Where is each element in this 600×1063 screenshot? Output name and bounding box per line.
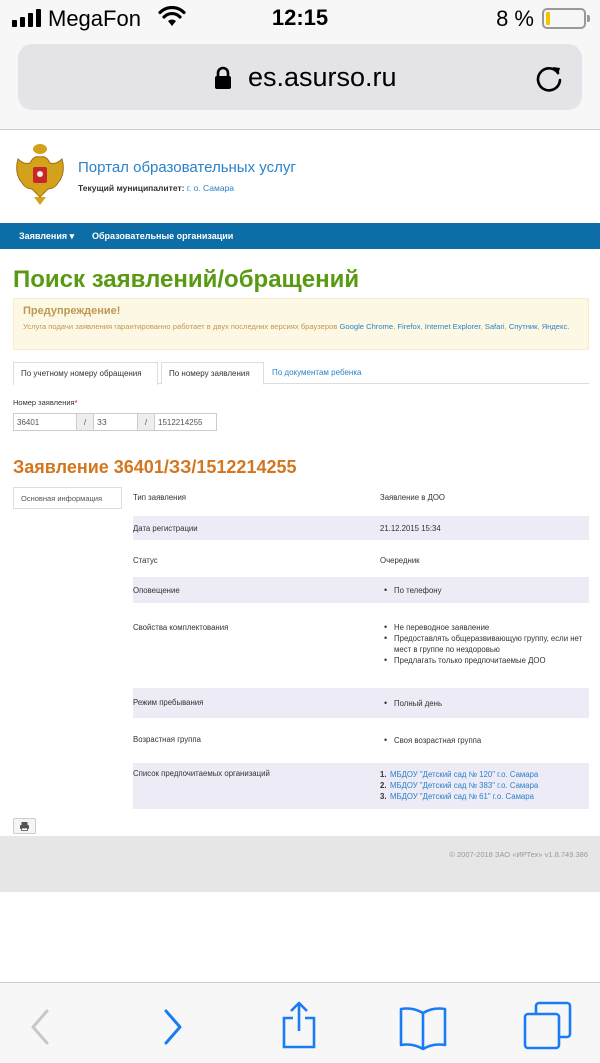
coat-of-arms-icon: [12, 143, 68, 205]
row-value: Очередник: [380, 556, 420, 565]
tab-by-child-documents[interactable]: По документам ребенка: [272, 368, 362, 377]
number-part1-input[interactable]: 36401: [13, 413, 77, 431]
address-bar[interactable]: [18, 44, 582, 110]
row-value: [380, 585, 589, 596]
copyright: © 2007-2018 ЗАО «ИРТех» v1.8.749.386: [449, 850, 588, 859]
row-type: [133, 485, 589, 509]
clock: 12:15: [271, 5, 329, 30]
bookmarks-icon[interactable]: [398, 1001, 448, 1051]
org-link[interactable]: МБДОУ "Детский сад № 61" г.о. Самара: [390, 792, 534, 801]
row-reg-date: [133, 516, 589, 540]
application-title: Заявление 36401/ЗЗ/1512214255: [13, 457, 297, 477]
row-value: [380, 735, 589, 746]
row-label: Список предпочитаемых организаций: [133, 769, 270, 778]
list-item: • По телефону: [380, 585, 589, 596]
row-label: Оповещение: [133, 586, 180, 595]
browser-toolbar: [0, 982, 600, 1063]
org-item: [380, 791, 589, 802]
alert-text: Услуга подачи заявления гарантированно работает в двух последних версиях браузеров Google Chrome, Firefox, Internet Explorer, Safari, Спутник, Яндекс.: [23, 322, 570, 331]
org-link[interactable]: МБДОУ "Детский сад № 120" г.о. Самара: [390, 770, 539, 779]
list-item: • Не переводное заявление: [380, 622, 589, 633]
row-properties: [133, 616, 589, 668]
page-title: Поиск заявлений/обращений: [13, 266, 360, 293]
required-mark: *: [74, 398, 78, 407]
tab-by-appeal-number[interactable]: По учетному номеру обращения: [13, 362, 158, 385]
row-value: 21.12.2015 15:34: [380, 524, 441, 533]
row-value: [380, 698, 589, 709]
tabs-icon[interactable]: [522, 1001, 572, 1051]
municipality-link[interactable]: г. о. Самара: [186, 183, 235, 193]
browser-link-yandex[interactable]: Яндекс.: [541, 322, 570, 331]
org-number: 3.: [380, 792, 387, 801]
municipality: [78, 183, 234, 193]
separator: /: [76, 413, 94, 431]
row-label: Режим пребывания: [133, 698, 204, 707]
browser-link-ie[interactable]: Internet Explorer: [424, 322, 481, 331]
print-button[interactable]: [13, 818, 36, 834]
row-mode: [133, 688, 589, 718]
tab-main-info[interactable]: Основная информация: [13, 487, 122, 509]
lock-icon: [214, 66, 232, 95]
row-age-group: [133, 727, 589, 755]
tab-by-application-number[interactable]: По номеру заявления: [161, 362, 264, 385]
org-item: [380, 780, 589, 791]
number-part2-input[interactable]: ЗЗ: [93, 413, 138, 431]
battery-icon: [542, 8, 586, 29]
row-label: Тип заявления: [133, 493, 187, 502]
row-value: [380, 769, 589, 802]
browser-link-safari[interactable]: Safari: [484, 322, 505, 331]
row-notification: [133, 577, 589, 603]
carrier-name: MegaFon: [48, 6, 141, 31]
org-number: 2.: [380, 781, 387, 790]
battery-percent: 8 %: [496, 6, 534, 31]
row-value: [380, 622, 589, 666]
printer-icon: [14, 819, 35, 833]
nav-applications[interactable]: Заявления ▾: [19, 231, 75, 241]
nav-organizations[interactable]: Образовательные организации: [92, 231, 234, 241]
row-label: Дата регистрации: [133, 524, 198, 533]
number-part3-input[interactable]: 1512214255: [154, 413, 217, 431]
row-label: Возрастная группа: [133, 735, 201, 744]
row-label: Свойства комплектования: [133, 623, 229, 632]
list-item: • Полный день: [380, 698, 589, 709]
field-label-text: Номер заявления: [13, 398, 75, 407]
row-label: Статус: [133, 556, 158, 565]
search-tabs: [13, 362, 589, 384]
portal-title[interactable]: Портал образовательных услуг: [78, 159, 296, 176]
org-link[interactable]: МБДОУ "Детский сад № 383" г.о. Самара: [390, 781, 539, 790]
share-icon[interactable]: [274, 1001, 324, 1051]
reload-icon[interactable]: [534, 61, 564, 98]
forward-icon[interactable]: [146, 1001, 196, 1051]
site-header: [0, 131, 600, 223]
list-item: • Предлагать только предпочитаемые ДОО: [380, 655, 589, 666]
row-value: Заявление в ДОО: [380, 493, 445, 502]
application-number-label: [13, 398, 78, 407]
browser-link-sputnik[interactable]: Спутник: [508, 322, 538, 331]
list-item: • Предоставлять общеразвивающую группу, если нет мест в группе по нездоровью: [380, 633, 589, 655]
row-status: [133, 548, 589, 572]
alert-text-prefix: Услуга подачи заявления гарантированно работает в двух последних версиях браузеров: [23, 322, 340, 331]
list-item: • Своя возрастная группа: [380, 735, 589, 746]
row-preferred-orgs: [133, 763, 589, 809]
back-icon[interactable]: [17, 1001, 67, 1051]
org-item: [380, 769, 589, 780]
separator: /: [137, 413, 155, 431]
url-text: es.asurso.ru: [248, 62, 397, 92]
browser-link-chrome[interactable]: Google Chrome: [339, 322, 394, 331]
browser-address-area: [0, 38, 600, 130]
status-bar: [0, 0, 600, 38]
warning-alert: [13, 298, 589, 350]
browser-link-firefox[interactable]: Firefox: [397, 322, 421, 331]
main-nav: [0, 223, 600, 249]
org-number: 1.: [380, 770, 387, 779]
site-footer: [0, 836, 600, 892]
alert-title: Предупреждение!: [23, 305, 121, 317]
municipality-label: Текущий муниципалитет:: [78, 183, 185, 193]
